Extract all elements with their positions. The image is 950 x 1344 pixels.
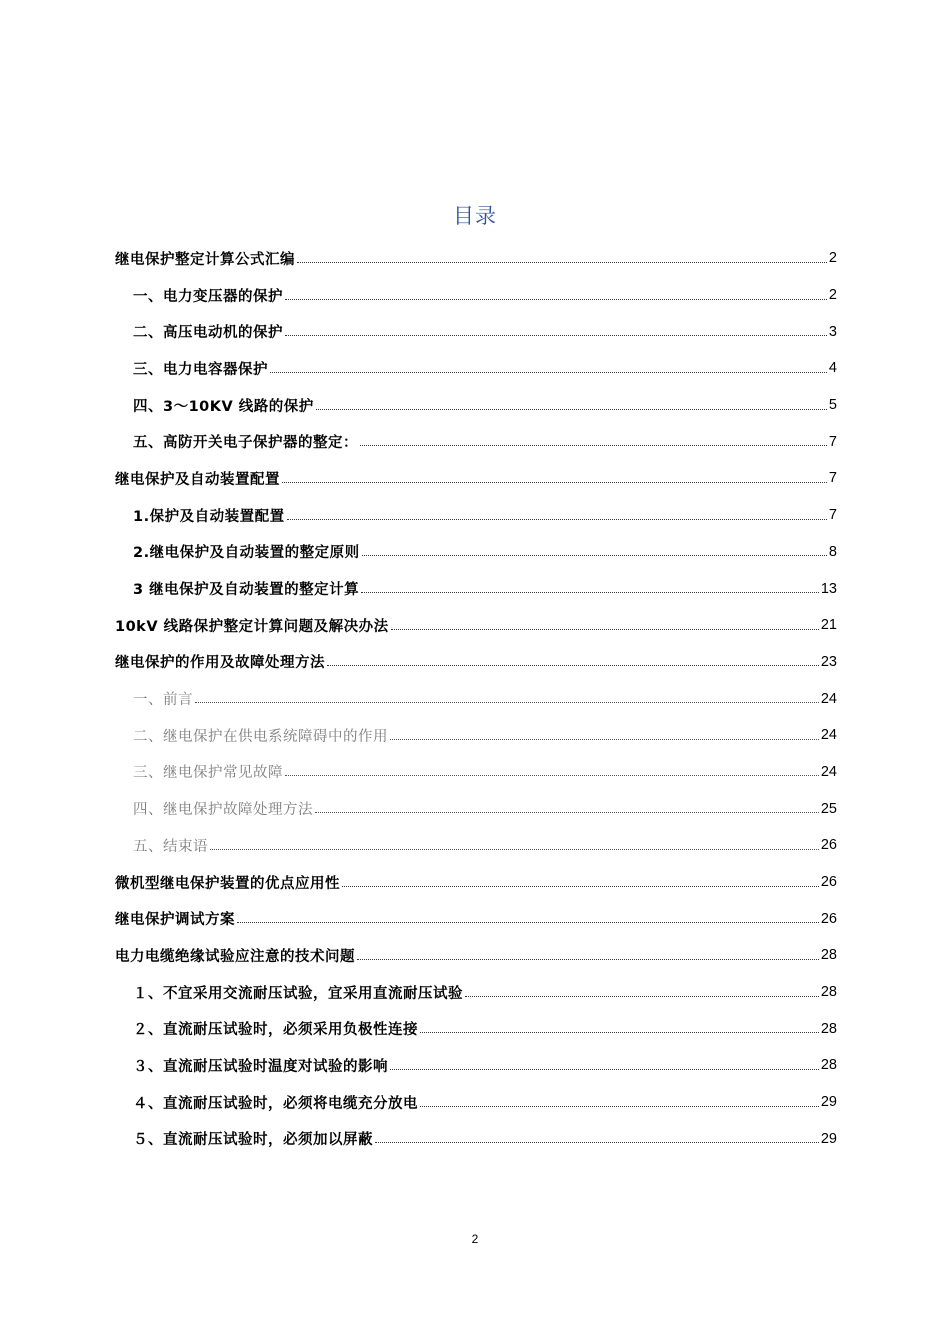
toc-entry-label: 四、3～10KV 线路的保护 (133, 398, 314, 415)
toc-leader (360, 445, 827, 446)
toc-title: 目录 (453, 204, 497, 228)
toc-leader (391, 629, 819, 630)
toc-entry-page: 28 (820, 1057, 837, 1074)
toc-leader (195, 702, 819, 703)
toc-entry-page: 7 (828, 507, 837, 524)
toc-entry-label: 微机型继电保护装置的优点应用性 (115, 875, 340, 892)
toc-leader (285, 299, 827, 300)
toc-entry-page: 28 (820, 1020, 837, 1037)
toc-entry[interactable] (115, 460, 837, 497)
toc-entry-page: 4 (828, 360, 837, 377)
toc-entry-label: 1.保护及自动装置配置 (133, 508, 285, 525)
toc-entry[interactable] (115, 1047, 837, 1084)
toc-entry-label: ５、直流耐压试验时，必须加以屏蔽 (133, 1132, 373, 1149)
toc-entry[interactable] (115, 754, 837, 791)
toc-entry-page: 24 (820, 690, 837, 707)
toc-entry-page: 2 (828, 250, 837, 267)
toc-entry-page: 8 (828, 543, 837, 560)
toc-entry-page: 25 (820, 800, 837, 817)
toc-leader (297, 262, 827, 263)
toc-leader (362, 555, 827, 556)
toc-entry[interactable] (115, 1121, 837, 1158)
toc-entry-label: 继电保护的作用及故障处理方法 (115, 655, 325, 672)
toc-leader (465, 996, 819, 997)
toc-entry-label: 三、继电保护常见故障 (133, 765, 283, 782)
toc-entry-page: 26 (820, 837, 837, 854)
toc-entry[interactable] (115, 350, 837, 387)
toc-entry-label: 五、结束语 (133, 838, 208, 855)
toc-entry-page: 13 (820, 580, 837, 597)
toc-entry-label: 三、电力电容器保护 (133, 361, 268, 378)
toc-entry[interactable] (115, 937, 837, 974)
toc-entry-label: 一、电力变压器的保护 (133, 288, 283, 305)
toc-leader (420, 1032, 819, 1033)
toc-leader (270, 372, 827, 373)
toc-leader (361, 592, 819, 593)
toc-entry-page: 7 (828, 470, 837, 487)
toc-entry[interactable] (115, 387, 837, 424)
toc-leader (342, 886, 819, 887)
toc-entry[interactable] (115, 1010, 837, 1047)
toc-entry[interactable] (115, 277, 837, 314)
toc-leader (390, 1069, 819, 1070)
table-of-contents (115, 240, 837, 1157)
toc-entry-page: 24 (820, 763, 837, 780)
toc-entry-page: 26 (820, 874, 837, 891)
toc-leader (287, 519, 827, 520)
toc-entry-label: 电力电缆绝缘试验应注意的技术问题 (115, 948, 355, 965)
toc-leader (210, 849, 819, 850)
toc-entry-label: １、不宜采用交流耐压试验，宜采用直流耐压试验 (133, 985, 463, 1002)
toc-leader (375, 1142, 819, 1143)
toc-entry-label: 3 继电保护及自动装置的整定计算 (133, 582, 360, 599)
toc-entry[interactable] (115, 313, 837, 350)
toc-entry[interactable] (115, 497, 837, 534)
toc-entry-label: 二、高压电动机的保护 (133, 325, 283, 342)
toc-entry[interactable] (115, 570, 837, 607)
toc-leader (285, 335, 827, 336)
toc-entry-label: 二、继电保护在供电系统障碍中的作用 (133, 728, 388, 745)
toc-leader (285, 775, 819, 776)
toc-entry-label: 五、高防开关电子保护器的整定： (133, 435, 358, 452)
toc-entry-page: 29 (820, 1130, 837, 1147)
toc-entry-page: 26 (820, 910, 837, 927)
toc-entry[interactable] (115, 900, 837, 937)
toc-entry-page: 21 (820, 617, 837, 634)
toc-entry[interactable] (115, 423, 837, 460)
toc-entry[interactable] (115, 644, 837, 681)
toc-entry[interactable] (115, 790, 837, 827)
toc-entry-label: 2.继电保护及自动装置的整定原则 (133, 545, 360, 562)
toc-leader (357, 959, 819, 960)
toc-entry-label: ２、直流耐压试验时，必须采用负极性连接 (133, 1022, 418, 1039)
toc-entry[interactable] (115, 717, 837, 754)
toc-entry[interactable] (115, 1084, 837, 1121)
toc-entry-label: 一、前言 (133, 692, 193, 709)
toc-entry-page: 3 (828, 323, 837, 340)
toc-entry-label: 继电保护整定计算公式汇编 (115, 251, 295, 268)
toc-entry-page: 2 (828, 287, 837, 304)
toc-entry[interactable] (115, 864, 837, 901)
page-number: 2 (471, 1232, 479, 1246)
toc-leader (420, 1106, 819, 1107)
toc-entry-page: 23 (820, 653, 837, 670)
toc-entry-label: ４、直流耐压试验时，必须将电缆充分放电 (133, 1095, 418, 1112)
toc-leader (315, 812, 819, 813)
toc-leader (390, 739, 819, 740)
toc-entry[interactable] (115, 827, 837, 864)
toc-entry-page: 24 (820, 727, 837, 744)
toc-entry-label: ３、直流耐压试验时温度对试验的影响 (133, 1058, 388, 1075)
toc-entry-page: 29 (820, 1094, 837, 1111)
toc-entry[interactable] (115, 240, 837, 277)
toc-entry[interactable] (115, 974, 837, 1011)
toc-leader (327, 665, 819, 666)
toc-entry[interactable] (115, 680, 837, 717)
toc-entry-label: 继电保护调试方案 (115, 912, 235, 929)
toc-entry[interactable] (115, 534, 837, 571)
toc-leader (316, 409, 827, 410)
toc-entry-label: 四、继电保护故障处理方法 (133, 802, 313, 819)
toc-entry-page: 7 (828, 433, 837, 450)
toc-entry-page: 28 (820, 947, 837, 964)
toc-leader (237, 922, 819, 923)
toc-entry-label: 继电保护及自动装置配置 (115, 471, 280, 488)
toc-entry-label: 10kV 线路保护整定计算问题及解决办法 (115, 618, 389, 635)
toc-entry-page: 28 (820, 984, 837, 1001)
toc-entry-page: 5 (828, 397, 837, 414)
toc-entry[interactable] (115, 607, 837, 644)
toc-leader (282, 482, 827, 483)
